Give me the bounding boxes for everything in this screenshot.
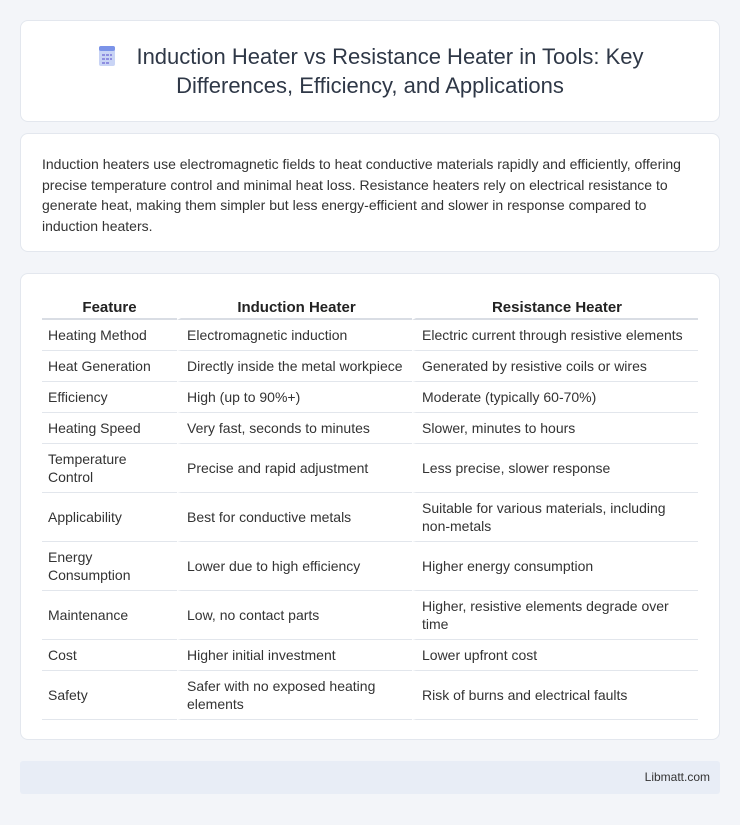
resistance-cell: Generated by resistive coils or wires — [412, 351, 698, 382]
resistance-cell: Higher, resistive elements degrade over time — [412, 591, 698, 640]
resistance-cell: Higher energy consumption — [412, 542, 698, 591]
induction-cell: Best for conductive metals — [177, 493, 412, 542]
intro-paragraph: Induction heaters use electromagnetic fields to heat conductive materials rapidly and efficiently, offering precise temperature control and minimal heat loss. Resistance heaters rely on electrical resistance to generate heat, making them simpler but less energy-efficient and slower in response compared to induction heaters. — [42, 156, 681, 234]
resistance-cell: Electric current through resistive elements — [412, 320, 698, 351]
induction-cell: High (up to 90%+) — [177, 382, 412, 413]
column-header-induction: Induction Heater — [177, 296, 412, 320]
feature-cell: Energy Consumption — [42, 542, 177, 591]
feature-cell: Maintenance — [42, 591, 177, 640]
resistance-cell: Lower upfront cost — [412, 640, 698, 671]
induction-cell: Directly inside the metal workpiece — [177, 351, 412, 382]
table-row — [42, 640, 698, 671]
feature-cell: Temperature Control — [42, 444, 177, 493]
table-row — [42, 320, 698, 351]
resistance-cell: Suitable for various materials, including non-metals — [412, 493, 698, 542]
footer-bar — [20, 761, 720, 794]
table-row — [42, 413, 698, 444]
feature-cell: Safety — [42, 671, 177, 720]
feature-cell: Heating Method — [42, 320, 177, 351]
table-row — [42, 542, 698, 591]
induction-cell: Safer with no exposed heating elements — [177, 671, 412, 720]
resistance-cell: Less precise, slower response — [412, 444, 698, 493]
title-card — [20, 20, 720, 122]
page-title-text: Induction Heater vs Resistance Heater in Tools: Key Differences, Efficiency, and Applications — [136, 44, 644, 98]
induction-cell: Higher initial investment — [177, 640, 412, 671]
resistance-cell: Moderate (typically 60-70%) — [412, 382, 698, 413]
table-row — [42, 351, 698, 382]
feature-cell: Heating Speed — [42, 413, 177, 444]
induction-cell: Lower due to high efficiency — [177, 542, 412, 591]
feature-cell: Applicability — [42, 493, 177, 542]
footer-site-link[interactable]: Libmatt.com — [644, 770, 710, 784]
resistance-cell: Slower, minutes to hours — [412, 413, 698, 444]
comparison-card — [20, 273, 720, 740]
table-header-row — [42, 296, 698, 320]
column-header-resistance: Resistance Heater — [412, 296, 698, 320]
feature-cell: Efficiency — [42, 382, 177, 413]
document-icon — [96, 45, 118, 67]
feature-cell: Heat Generation — [42, 351, 177, 382]
intro-card — [20, 133, 720, 252]
induction-cell: Very fast, seconds to minutes — [177, 413, 412, 444]
table-row — [42, 671, 698, 720]
page-title — [61, 42, 679, 100]
table-row — [42, 493, 698, 542]
feature-cell: Cost — [42, 640, 177, 671]
column-header-feature: Feature — [42, 296, 177, 320]
table-row — [42, 591, 698, 640]
induction-cell: Electromagnetic induction — [177, 320, 412, 351]
induction-cell: Low, no contact parts — [177, 591, 412, 640]
table-row — [42, 382, 698, 413]
table-row — [42, 444, 698, 493]
induction-cell: Precise and rapid adjustment — [177, 444, 412, 493]
comparison-table — [42, 296, 698, 720]
resistance-cell: Risk of burns and electrical faults — [412, 671, 698, 720]
